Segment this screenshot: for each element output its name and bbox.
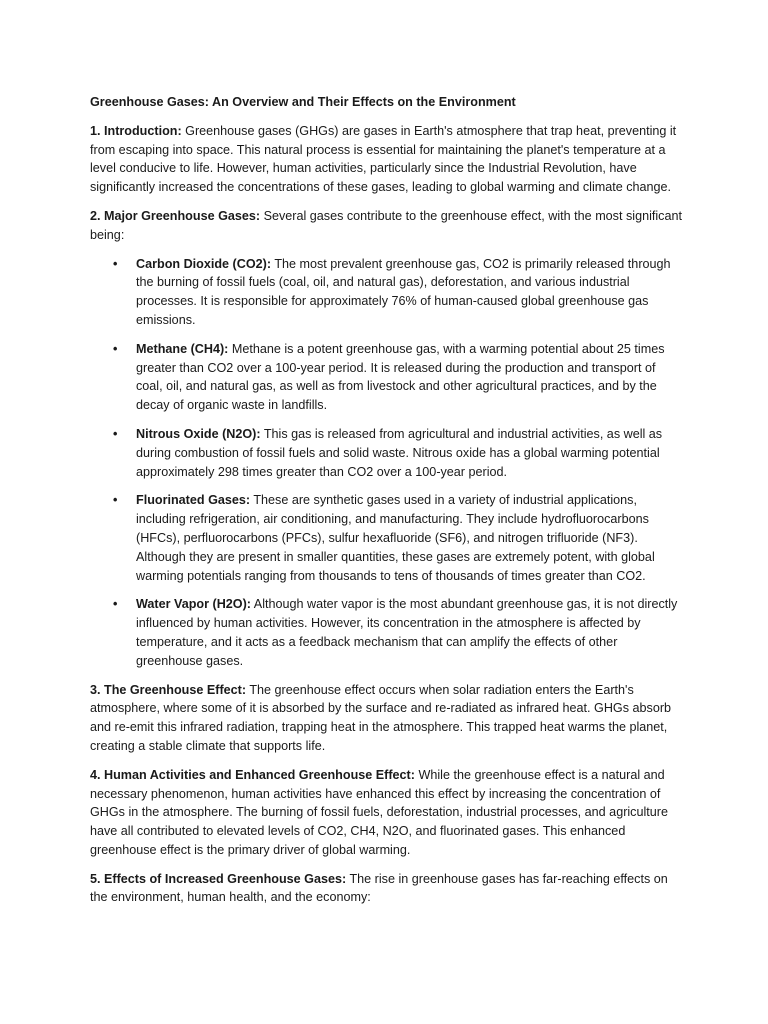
document-title: Greenhouse Gases: An Overview and Their Effects on the Environment	[90, 95, 516, 109]
list-item-water-vapor	[113, 595, 682, 670]
section-text: Several gases contribute to the greenhouse effect, with the most significant being:	[90, 208, 682, 242]
section-effects	[90, 870, 682, 908]
item-heading: Nitrous Oxide (N2O):	[136, 426, 261, 441]
section-major-gases	[90, 207, 682, 245]
bullet-icon: •	[113, 493, 118, 508]
bullet-icon: •	[113, 597, 118, 612]
section-greenhouse-effect	[90, 681, 682, 756]
item-heading: Carbon Dioxide (CO2):	[136, 256, 272, 271]
list-item-carbon-dioxide	[113, 255, 682, 330]
section-heading: 5. Effects of Increased Greenhouse Gases:	[90, 871, 347, 886]
item-text: Although water vapor is the most abundant greenhouse gas, it is not directly influenced by human activities. However, its concentration in the atmosphere is affected by temperature, and it acts as a feedback mechanism that can amplify the effects of other greenhouse gases.	[136, 597, 678, 668]
item-text: The most prevalent greenhouse gas, CO2 is primarily released through the burning of fossil fuels (coal, oil, and natural gas), deforestation, and various industrial processes. It is responsible for approximately 76% of human-caused global greenhouse gas emissions.	[136, 256, 671, 327]
item-text: Methane is a potent greenhouse gas, with a warming potential about 25 times greater than CO2 over a 100-year period. It is released during the production and transport of coal, oil, and natural gas, as well as from livestock and other agricultural practices, and by the decay of organic waste in landfills.	[136, 341, 665, 413]
document-page	[90, 93, 682, 917]
section-heading: 2. Major Greenhouse Gases:	[90, 208, 261, 223]
section-text: The rise in greenhouse gases has far-reaching effects on the environment, human health, and the economy:	[90, 871, 668, 905]
item-text: This gas is released from agricultural and industrial activities, as well as during combustion of fossil fuels and solid waste. Nitrous oxide has a global warming potential approximately 298 times greater than CO2 over a 100-year period.	[136, 426, 663, 479]
item-text: These are synthetic gases used in a variety of industrial applications, including refrigeration, air conditioning, and manufacturing. They include hydrofluorocarbons (HFCs), perfluorocarbons (PFCs), sulfur hexafluoride (SF6), and nitrogen trifluoride (NF3). Although they are present in smaller quantities, these gases are extremely potent, with global warming potentials ranging from thousands to tens of thousands of times greater than CO2.	[136, 493, 655, 583]
bullet-icon: •	[113, 426, 118, 441]
section-heading: 3. The Greenhouse Effect:	[90, 682, 247, 697]
list-item-fluorinated-gases	[113, 491, 682, 585]
bullet-icon: •	[113, 341, 118, 356]
item-heading: Water Vapor (H2O):	[136, 597, 251, 612]
section-text: While the greenhouse effect is a natural and necessary phenomenon, human activities have enhanced this effect by increasing the concentration of GHGs in the atmosphere. The burning of fossil fuels, deforestation, industrial processes, and agriculture have all contributed to elevated levels of CO2, CH4, N2O, and fluorinated gases. This enhanced greenhouse effect is the primary driver of global warming.	[90, 767, 668, 857]
section-heading: 1. Introduction:	[90, 123, 182, 138]
section-introduction	[90, 122, 682, 197]
gas-list	[90, 255, 682, 671]
list-item-nitrous-oxide	[113, 425, 682, 481]
section-human-activities	[90, 766, 682, 860]
bullet-icon: •	[113, 256, 118, 271]
section-text: The greenhouse effect occurs when solar radiation enters the Earth's atmosphere, where some of it is absorbed by the surface and re-radiated as infrared heat. GHGs absorb and re-emit this infrared radiation, trapping heat in the atmosphere. This trapped heat warms the planet, creating a stable climate that supports life.	[90, 682, 672, 753]
list-item-methane	[113, 340, 682, 415]
section-text: Greenhouse gases (GHGs) are gases in Earth's atmosphere that trap heat, preventing it from escaping into space. This natural process is essential for maintaining the planet's temperature at a level conducive to life. However, human activities, particularly since the Industrial Revolution, have significantly increased the concentrations of these gases, leading to global warming and climate change.	[90, 123, 677, 195]
item-heading: Methane (CH4):	[136, 341, 229, 356]
item-heading: Fluorinated Gases:	[136, 493, 251, 508]
section-heading: 4. Human Activities and Enhanced Greenhouse Effect:	[90, 767, 415, 782]
